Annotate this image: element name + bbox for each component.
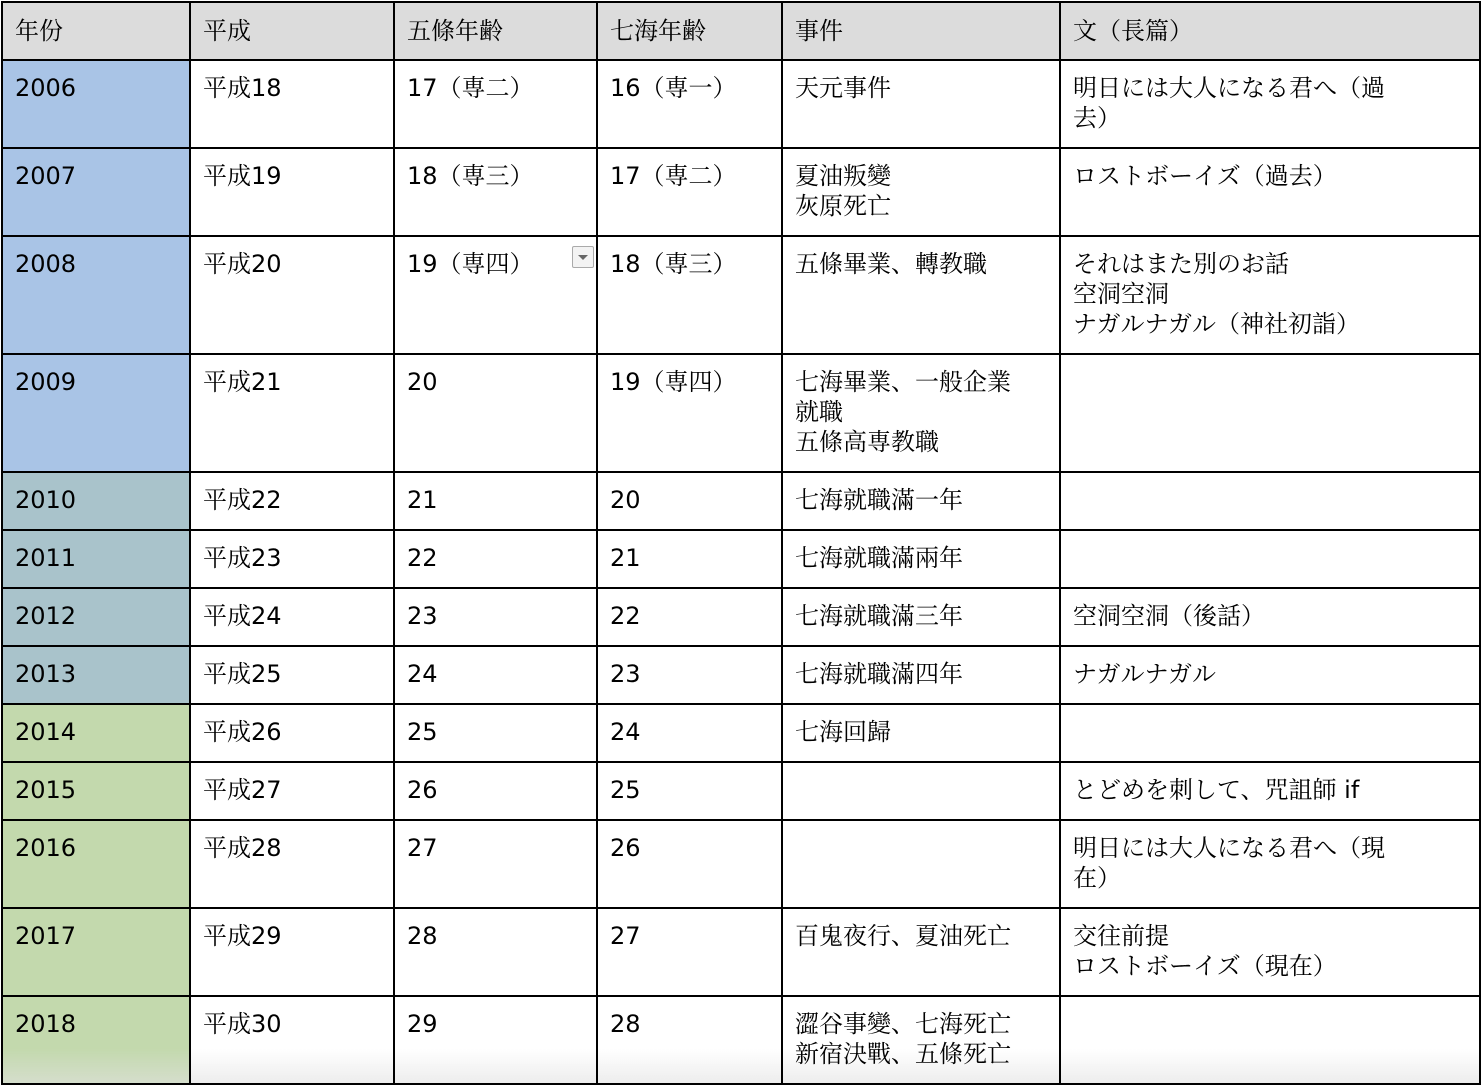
cell-nanami-age[interactable]: 25 [597,762,782,820]
table-row [2,148,1480,236]
cell-gojo-age[interactable]: 25 [394,704,597,762]
cell-year[interactable]: 2016 [2,820,190,908]
header-event[interactable]: 事件 [782,2,1060,60]
cell-heisei[interactable]: 平成30 [190,996,394,1084]
cell-gojo-age[interactable]: 17（専二） [394,60,597,148]
cell-nanami-age[interactable]: 17（専二） [597,148,782,236]
cell-event[interactable]: 七海就職滿三年 [782,588,1060,646]
cell-gojo-age[interactable]: 22 [394,530,597,588]
cell-story[interactable]: ロストボーイズ（過去） [1060,148,1480,236]
header-story[interactable]: 文（長篇） [1060,2,1480,60]
table-row [2,60,1480,148]
header-gojo-age[interactable]: 五條年齢 [394,2,597,60]
cell-story[interactable]: 明日には大人になる君へ（現 在） [1060,820,1480,908]
table-row [2,588,1480,646]
table-row [2,530,1480,588]
chevron-down-icon[interactable] [572,246,594,268]
cell-nanami-age[interactable]: 23 [597,646,782,704]
cell-year[interactable]: 2012 [2,588,190,646]
cell-event[interactable]: 五條畢業、轉教職 [782,236,1060,354]
cell-heisei[interactable]: 平成26 [190,704,394,762]
cell-nanami-age[interactable]: 24 [597,704,782,762]
cell-year[interactable]: 2006 [2,60,190,148]
cell-heisei[interactable]: 平成20 [190,236,394,354]
table-row [2,704,1480,762]
cell-nanami-age[interactable]: 16（専一） [597,60,782,148]
cell-gojo-age[interactable]: 28 [394,908,597,996]
timeline-sheet [1,1,1481,1085]
cell-story[interactable]: とどめを刺して、咒詛師 if [1060,762,1480,820]
cell-year[interactable]: 2007 [2,148,190,236]
cell-heisei[interactable]: 平成23 [190,530,394,588]
cell-heisei[interactable]: 平成25 [190,646,394,704]
cell-story[interactable] [1060,472,1480,530]
cell-heisei[interactable]: 平成24 [190,588,394,646]
cell-year[interactable]: 2010 [2,472,190,530]
cell-event[interactable]: 夏油叛變 灰原死亡 [782,148,1060,236]
cell-story[interactable] [1060,530,1480,588]
cell-year[interactable]: 2011 [2,530,190,588]
header-row [2,2,1480,60]
cell-story[interactable]: 明日には大人になる君へ（過 去） [1060,60,1480,148]
cell-gojo-age[interactable]: 26 [394,762,597,820]
cell-story[interactable] [1060,996,1480,1084]
cell-nanami-age[interactable]: 21 [597,530,782,588]
header-year[interactable]: 年份 [2,2,190,60]
cell-nanami-age[interactable]: 27 [597,908,782,996]
cell-year[interactable]: 2018 [2,996,190,1084]
cell-event[interactable]: 天元事件 [782,60,1060,148]
cell-heisei[interactable]: 平成19 [190,148,394,236]
cell-gojo-age[interactable]: 18（専三） [394,148,597,236]
cell-nanami-age[interactable]: 18（専三） [597,236,782,354]
cell-gojo-age[interactable]: 24 [394,646,597,704]
cell-gojo-age[interactable]: 27 [394,820,597,908]
table-row [2,908,1480,996]
cell-story[interactable]: ナガルナガル [1060,646,1480,704]
cell-event[interactable]: 七海就職滿一年 [782,472,1060,530]
cell-heisei[interactable]: 平成22 [190,472,394,530]
cell-text: 19（専四） [407,250,534,278]
cell-story[interactable]: それはまた別のお話 空洞空洞 ナガルナガル（神社初詣） [1060,236,1480,354]
cell-nanami-age[interactable]: 20 [597,472,782,530]
cell-year[interactable]: 2009 [2,354,190,472]
cell-story[interactable] [1060,354,1480,472]
cell-gojo-age[interactable]: 20 [394,354,597,472]
cell-heisei[interactable]: 平成29 [190,908,394,996]
cell-nanami-age[interactable]: 22 [597,588,782,646]
table-row [2,762,1480,820]
cell-story[interactable]: 交往前提 ロストボーイズ（現在） [1060,908,1480,996]
cell-heisei[interactable]: 平成27 [190,762,394,820]
cell-year[interactable]: 2017 [2,908,190,996]
header-heisei[interactable]: 平成 [190,2,394,60]
table-row [2,354,1480,472]
cell-nanami-age[interactable]: 28 [597,996,782,1084]
cell-event[interactable] [782,762,1060,820]
header-nanami-age[interactable]: 七海年齢 [597,2,782,60]
cell-event[interactable]: 澀谷事變、七海死亡 新宿決戰、五條死亡 [782,996,1060,1084]
cell-nanami-age[interactable]: 26 [597,820,782,908]
cell-event[interactable]: 七海畢業、一般企業 就職 五條高専教職 [782,354,1060,472]
cell-event[interactable]: 七海回歸 [782,704,1060,762]
cell-heisei[interactable]: 平成18 [190,60,394,148]
cell-event[interactable] [782,820,1060,908]
cell-nanami-age[interactable]: 19（専四） [597,354,782,472]
table-row [2,236,1480,354]
table-row [2,472,1480,530]
cell-gojo-age[interactable]: 21 [394,472,597,530]
table-row [2,646,1480,704]
cell-gojo-age[interactable] [394,236,597,354]
cell-year[interactable]: 2014 [2,704,190,762]
cell-heisei[interactable]: 平成21 [190,354,394,472]
cell-gojo-age[interactable]: 23 [394,588,597,646]
cell-year[interactable]: 2013 [2,646,190,704]
table-row [2,820,1480,908]
cell-year[interactable]: 2008 [2,236,190,354]
cell-gojo-age[interactable]: 29 [394,996,597,1084]
cell-year[interactable]: 2015 [2,762,190,820]
cell-event[interactable]: 百鬼夜行、夏油死亡 [782,908,1060,996]
cell-event[interactable]: 七海就職滿兩年 [782,530,1060,588]
cell-event[interactable]: 七海就職滿四年 [782,646,1060,704]
cell-story[interactable] [1060,704,1480,762]
table-row [2,996,1480,1084]
cell-heisei[interactable]: 平成28 [190,820,394,908]
cell-story[interactable]: 空洞空洞（後話） [1060,588,1480,646]
